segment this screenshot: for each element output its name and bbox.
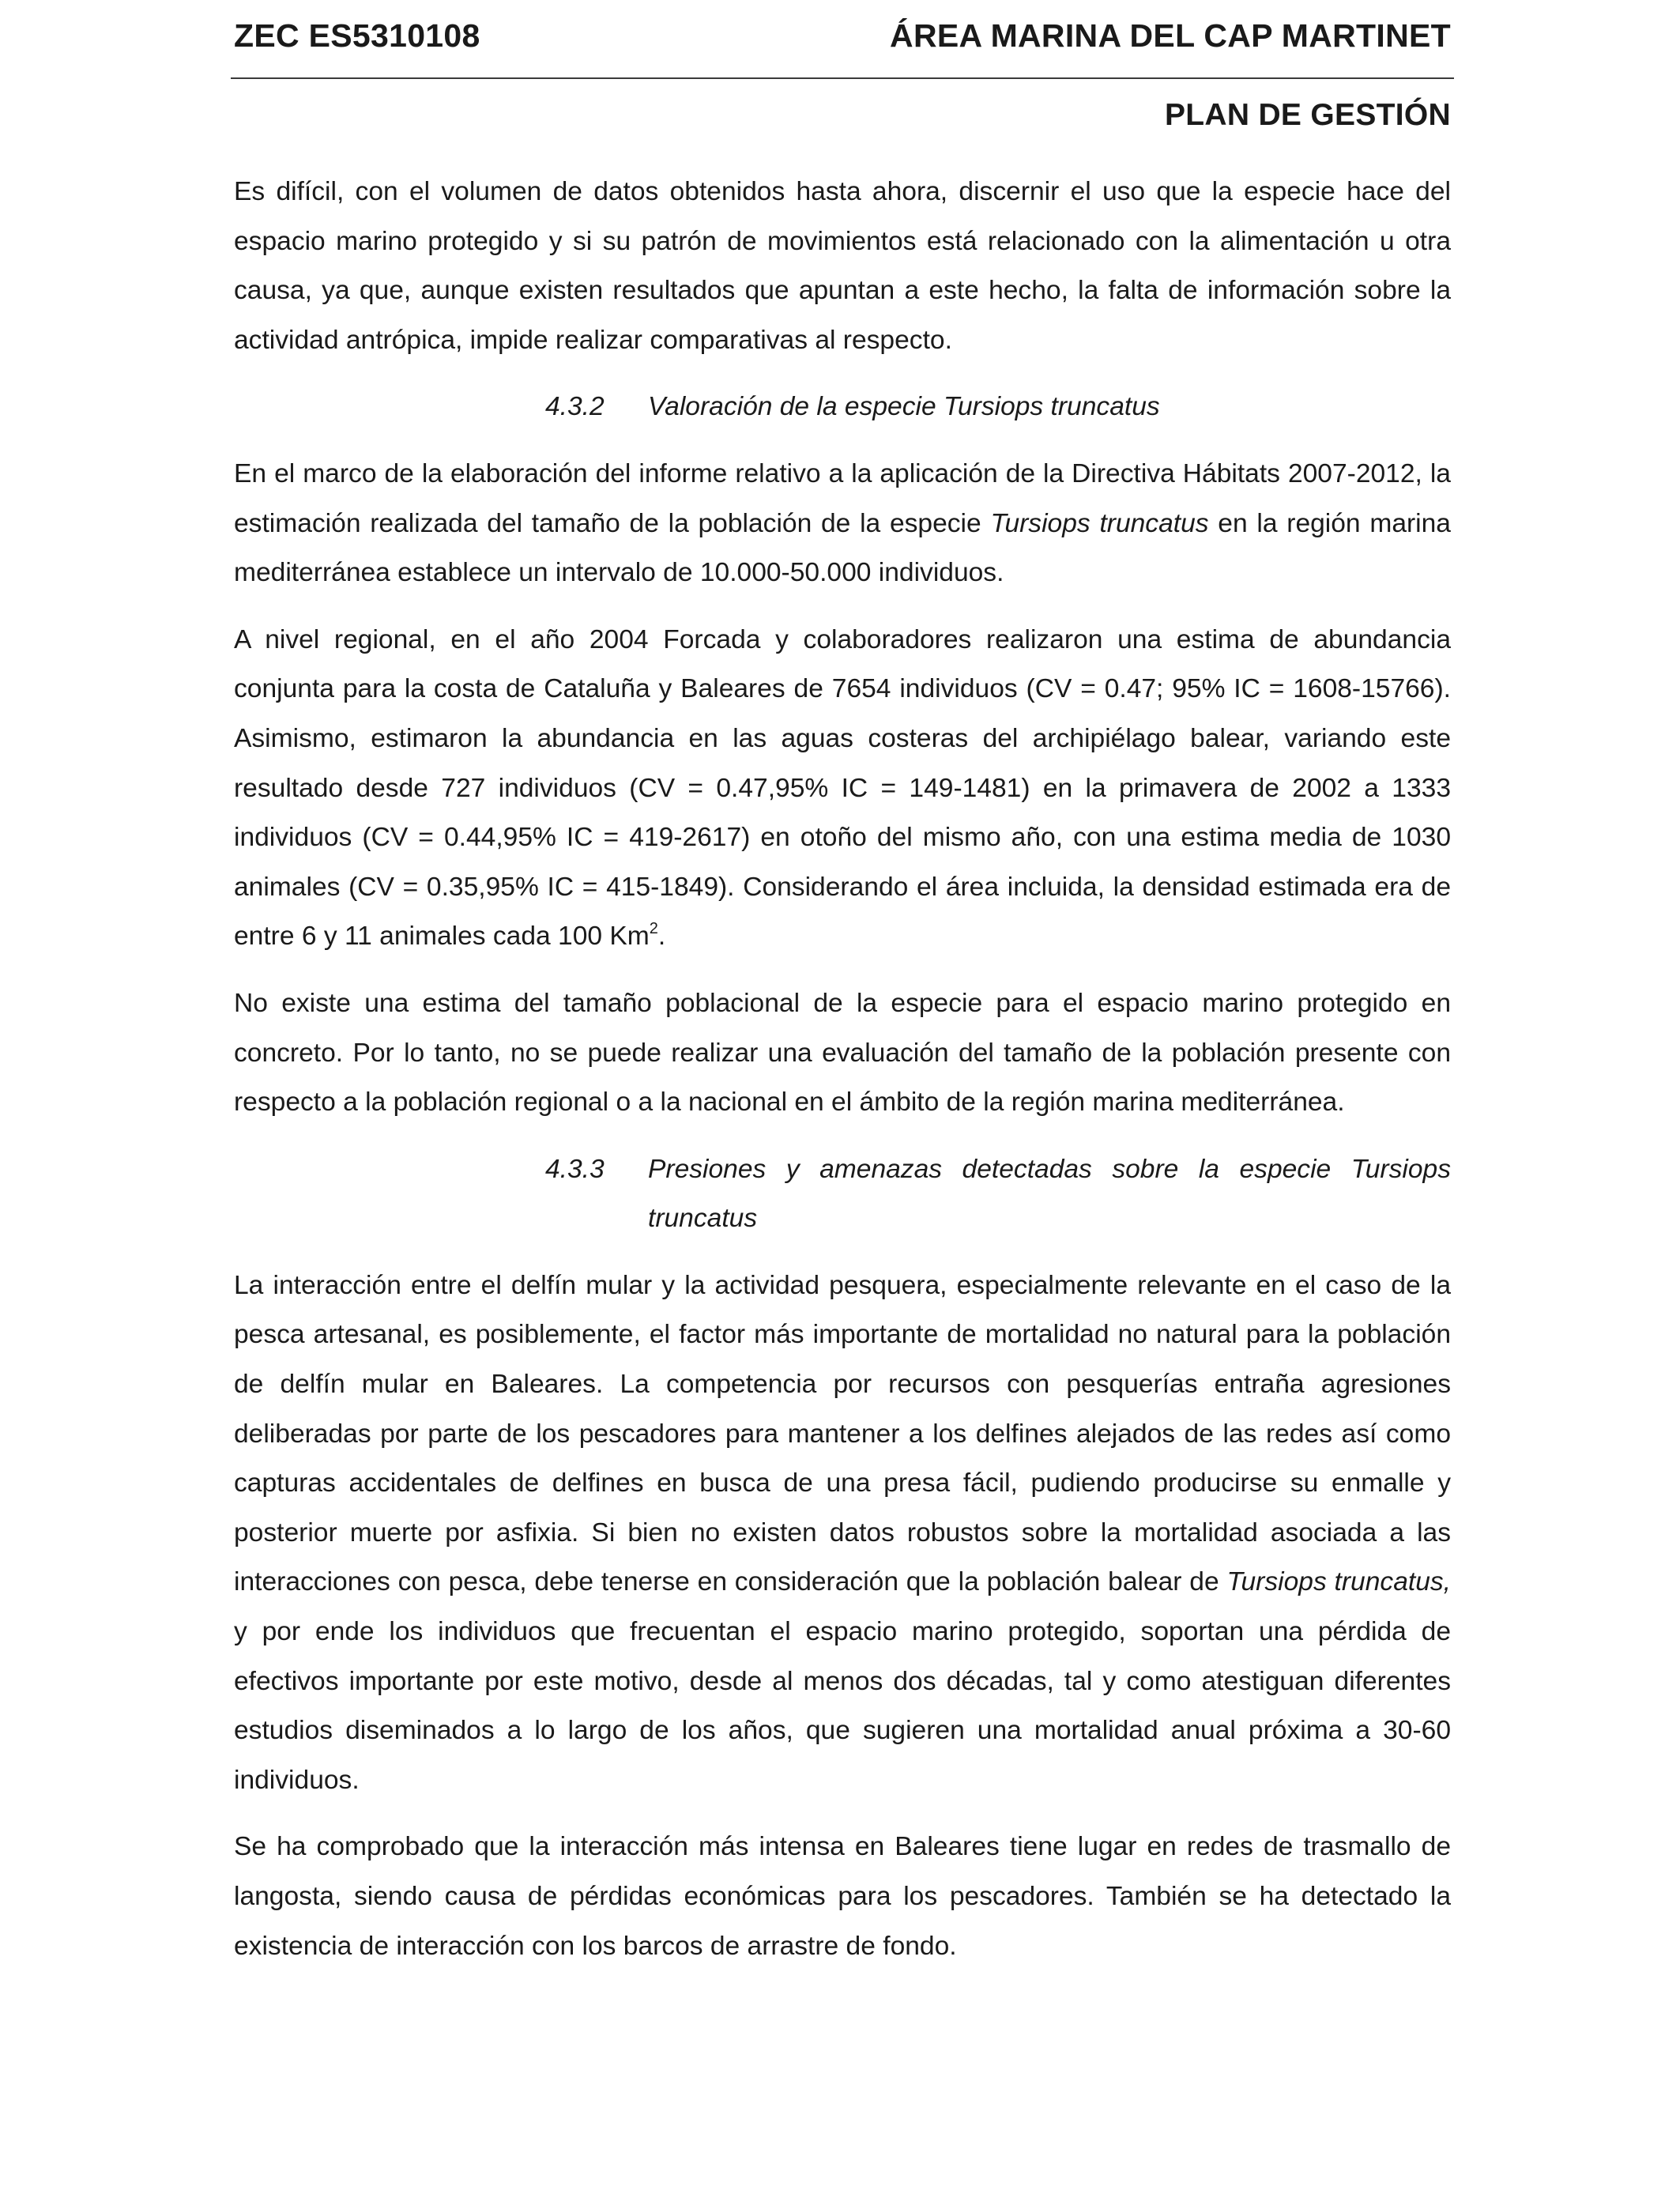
section-heading-4-3-3: [234, 1145, 1451, 1244]
section-title: Presiones y amenazas detectadas sobre la especie Tursiops truncatus: [648, 1154, 1451, 1234]
header-site-code: ZEC ES5310108: [234, 17, 480, 54]
paragraph-text: y por ende los individuos que frecuentan el espacio marino protegido, soportan una pérdida de efectivos importante por este motivo, desde al menos dos décadas, tal y como atestiguan diferentes estudios diseminados a lo largo de los años, que sugieren una mortalidad anual próxima a 30-60 individuos.: [234, 1617, 1451, 1795]
header-plan-title: PLAN DE GESTIÓN: [1164, 98, 1451, 132]
document-body: [234, 168, 1451, 1989]
species-name: Tursiops truncatus: [990, 508, 1209, 538]
page-header: [234, 17, 1451, 57]
paragraph-text: .: [657, 922, 666, 952]
paragraph-interaction: [234, 1261, 1451, 1806]
paragraph-text: A nivel regional, en el año 2004 Forcada y colaboradores realizaron una estima de abundancia conjunta para la costa de Cataluña y Baleares de 7654 individuos (CV = 0.47; 95% IC = 1608-15766). Asimismo, estimaron la abundancia en las aguas costeras del archipiélago balear, variando este resultado desde 727 individuos (CV = 0.47,95% IC = 149-1481) en la primavera de 2002 a 1333 individuos (CV = 0.44,95% IC = 419-2617) en otoño del mismo año, con una estima media de 1030 animales (CV = 0.35,95% IC = 415-1849). Considerando el área incluida, la densidad estimada era de entre 6 y 11 animales cada 100 Km: [234, 624, 1451, 952]
header-divider: [231, 77, 1454, 79]
paragraph-directiva: [234, 450, 1451, 598]
section-number: 4.3.3: [545, 1154, 605, 1184]
paragraph-trasmallo: Se ha comprobado que la interacción más intensa en Baleares tiene lugar en redes de trasmallo de langosta, siendo causa de pérdidas económicas para los pescadores. También se ha detectado la existencia de interacción con los barcos de arrastre de fondo.: [234, 1832, 1451, 1961]
paragraph-no-estimate: No existe una estima del tamaño poblacional de la especie para el espacio marino protegido en concreto. Por lo tanto, no se puede realizar una evaluación del tamaño de la población presente con respecto a la población regional o a la nacional en el ámbito de la región marina mediterránea.: [234, 988, 1451, 1118]
section-title: Valoración de la especie Tursiops truncatus: [648, 392, 1160, 422]
paragraph-text: en la región marina mediterránea establece un intervalo de 10.000-50.000 individuos.: [234, 508, 1451, 588]
header-site-name: ÁREA MARINA DEL CAP MARTINET: [890, 17, 1451, 54]
section-heading-4-3-2: [234, 383, 1451, 432]
paragraph-intro: Es difícil, con el volumen de datos obtenidos hasta ahora, discernir el uso que la especie hace del espacio marino protegido y si su patrón de movimientos está relacionado con la alimentación u otra causa, ya que, aunque existen resultados que apuntan a este hecho, la falta de información sobre la actividad antrópica, impide realizar comparativas al respecto.: [234, 177, 1451, 355]
superscript: 2: [649, 920, 658, 938]
section-number: 4.3.2: [545, 392, 605, 422]
paragraph-text: La interacción entre el delfín mular y la actividad pesquera, especialmente relevante en el caso de la pesca artesanal, es posiblemente, el factor más importante de mortalidad no natural para la población de delfín mular en Baleares. La competencia por recursos con pesquerías entraña agresiones deliberadas por parte de los pescadores para mantener a los delfines alejados de las redes así como capturas accidentales de delfines en busca de una presa fácil, pudiendo producirse su enmalle y posterior muerte por asfixia. Si bien no existen datos robustos sobre la mortalidad asociada a las interacciones con pesca, debe tenerse en consideración que la población balear de: [234, 1270, 1451, 1597]
species-name: Tursiops truncatus,: [1226, 1567, 1451, 1597]
paragraph-regional: [234, 616, 1451, 962]
paragraph-text: En el marco de la elaboración del informe relativo a la aplicación de la Directiva Hábitats 2007-2012, la estimación realizada del tamaño de la población de la especie: [234, 458, 1451, 538]
